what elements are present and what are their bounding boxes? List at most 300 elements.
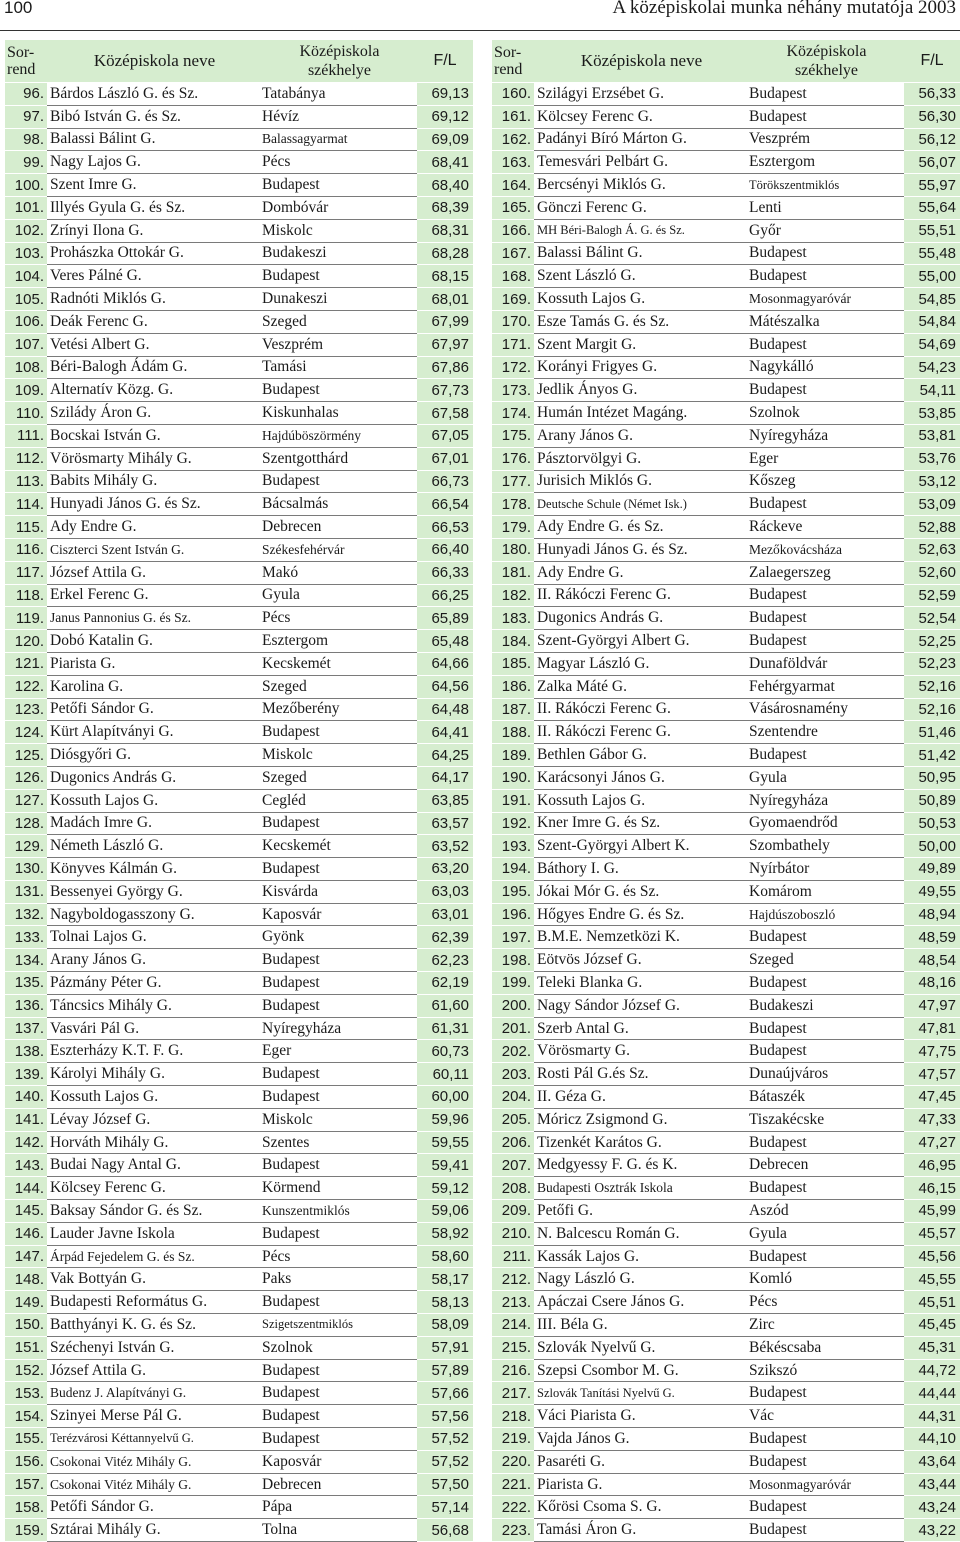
table-row [492, 174, 960, 197]
table-row [5, 949, 473, 972]
school-city-cell: Budapest [749, 744, 904, 767]
school-name-cell: Bethlen Gábor G. [534, 744, 749, 767]
rank-cell: 173. [492, 379, 534, 402]
rank-cell: 220. [492, 1450, 534, 1473]
rank-cell: 178. [492, 493, 534, 516]
ratio-cell: 50,89 [904, 789, 960, 812]
table-row [5, 1450, 473, 1473]
ratio-cell: 45,57 [904, 1222, 960, 1245]
rank-cell: 111. [5, 424, 47, 447]
school-name-cell: Deutsche Schule (Német Isk.) [534, 493, 749, 516]
school-name-cell: Korányi Frigyes G. [534, 356, 749, 379]
rank-cell: 179. [492, 516, 534, 539]
school-name-cell: Vasvári Pál G. [47, 1017, 262, 1040]
rank-cell: 209. [492, 1200, 534, 1223]
table-row [492, 538, 960, 561]
school-name-cell: Ady Endre G. és Sz. [534, 516, 749, 539]
school-city-cell: Hévíz [262, 105, 417, 128]
rank-cell: 116. [5, 538, 47, 561]
rank-cell: 203. [492, 1063, 534, 1086]
rank-cell: 110. [5, 402, 47, 425]
table-row [492, 402, 960, 425]
rank-cell: 121. [5, 652, 47, 675]
school-city-cell: Veszprém [262, 333, 417, 356]
rank-cell: 165. [492, 196, 534, 219]
school-city-cell: Budapest [262, 812, 417, 835]
table-row [492, 1177, 960, 1200]
table-row [5, 1086, 473, 1109]
school-city-cell: Budapest [749, 265, 904, 288]
ratio-cell: 54,84 [904, 310, 960, 333]
ratio-cell: 53,76 [904, 447, 960, 470]
rank-cell: 113. [5, 470, 47, 493]
ratio-cell: 63,57 [417, 812, 473, 835]
rank-cell: 153. [5, 1382, 47, 1405]
table-header-row [5, 40, 473, 83]
rank-cell: 205. [492, 1108, 534, 1131]
school-city-cell: Budapest [749, 333, 904, 356]
table-row [492, 288, 960, 311]
ratio-cell: 56,33 [904, 83, 960, 106]
school-city-cell: Nyíregyháza [262, 1017, 417, 1040]
ratio-cell: 68,01 [417, 288, 473, 311]
rank-cell: 187. [492, 698, 534, 721]
rank-cell: 207. [492, 1154, 534, 1177]
table-row [5, 1245, 473, 1268]
school-name-cell: Teleki Blanka G. [534, 972, 749, 995]
school-name-cell: Temesvári Pelbárt G. [534, 151, 749, 174]
table-row [492, 1268, 960, 1291]
rank-cell: 149. [5, 1291, 47, 1314]
ratio-cell: 57,52 [417, 1428, 473, 1451]
table-row [5, 196, 473, 219]
rank-cell: 200. [492, 994, 534, 1017]
ratio-cell: 68,28 [417, 242, 473, 265]
table-row [5, 698, 473, 721]
table-row [5, 310, 473, 333]
table-row [492, 835, 960, 858]
ratio-cell: 43,22 [904, 1519, 960, 1542]
school-city-cell: Debrecen [262, 1473, 417, 1496]
ratio-cell: 60,11 [417, 1063, 473, 1086]
school-name-cell: Szilády Áron G. [47, 402, 262, 425]
school-city-cell: Budapest [262, 1291, 417, 1314]
school-city-cell: Nagykálló [749, 356, 904, 379]
rank-cell: 219. [492, 1428, 534, 1451]
table-row [492, 561, 960, 584]
school-name-cell: Tizenkét Karátos G. [534, 1131, 749, 1154]
table-row [492, 105, 960, 128]
rank-cell: 162. [492, 128, 534, 151]
school-city-cell: Eger [749, 447, 904, 470]
school-name-cell: Németh László G. [47, 835, 262, 858]
school-city-cell: Gyula [262, 584, 417, 607]
school-city-cell: Kőszeg [749, 470, 904, 493]
rank-cell: 144. [5, 1177, 47, 1200]
table-row [492, 1154, 960, 1177]
rank-cell: 204. [492, 1086, 534, 1109]
school-city-cell: Budapest [262, 858, 417, 881]
table-row [492, 493, 960, 516]
rank-cell: 156. [5, 1450, 47, 1473]
rank-cell: 188. [492, 721, 534, 744]
rank-cell: 151. [5, 1336, 47, 1359]
school-name-cell: Jókai Mór G. és Sz. [534, 880, 749, 903]
table-row [492, 607, 960, 630]
ratio-cell: 67,73 [417, 379, 473, 402]
school-name-cell: Pásztorvölgyi G. [534, 447, 749, 470]
table-row [492, 128, 960, 151]
ratio-cell: 62,23 [417, 949, 473, 972]
school-city-cell: Miskolc [262, 744, 417, 767]
school-city-cell: Budapest [262, 379, 417, 402]
school-city-cell: Szentes [262, 1131, 417, 1154]
table-row [5, 105, 473, 128]
rank-cell: 120. [5, 630, 47, 653]
school-name-cell: Hunyadi János G. és Sz. [47, 493, 262, 516]
ratio-cell: 47,75 [904, 1040, 960, 1063]
rank-cell: 105. [5, 288, 47, 311]
school-city-cell: Veszprém [749, 128, 904, 151]
table-row [492, 766, 960, 789]
school-name-cell: Alternatív Közg. G. [47, 379, 262, 402]
ratio-cell: 58,92 [417, 1222, 473, 1245]
ratio-cell: 48,59 [904, 926, 960, 949]
ratio-cell: 44,10 [904, 1428, 960, 1451]
rank-cell: 213. [492, 1291, 534, 1314]
table-row [492, 1473, 960, 1496]
school-name-cell: Kossuth Lajos G. [47, 789, 262, 812]
school-name-cell: Pasaréti G. [534, 1450, 749, 1473]
table-row [492, 265, 960, 288]
rank-cell: 167. [492, 242, 534, 265]
rank-cell: 197. [492, 926, 534, 949]
ratio-cell: 67,01 [417, 447, 473, 470]
school-name-cell: Budapesti Osztrák Iskola [534, 1177, 749, 1200]
rank-cell: 134. [5, 949, 47, 972]
school-name-cell: Bocskai István G. [47, 424, 262, 447]
school-city-cell: Budapest [262, 949, 417, 972]
ratio-cell: 55,64 [904, 196, 960, 219]
school-city-cell: Mezőberény [262, 698, 417, 721]
table-row [5, 288, 473, 311]
school-name-cell: II. Rákóczi Ferenc G. [534, 584, 749, 607]
table-row [5, 356, 473, 379]
school-city-cell: Hajdúböszörmény [262, 424, 417, 447]
ratio-column-header: F/L [417, 40, 473, 83]
school-city-cell: Nyíregyháza [749, 424, 904, 447]
school-name-cell: Szinyei Merse Pál G. [47, 1405, 262, 1428]
table-row [492, 675, 960, 698]
table-row [5, 1222, 473, 1245]
school-city-cell: Törökszentmiklós [749, 174, 904, 197]
rank-cell: 160. [492, 83, 534, 106]
school-city-cell: Szombathely [749, 835, 904, 858]
school-city-cell: Dunaújváros [749, 1063, 904, 1086]
table-row [492, 1359, 960, 1382]
rank-cell: 169. [492, 288, 534, 311]
rank-cell: 168. [492, 265, 534, 288]
school-name-cell: Piarista G. [534, 1473, 749, 1496]
school-name-cell: N. Balcescu Román G. [534, 1222, 749, 1245]
rank-cell: 154. [5, 1405, 47, 1428]
school-city-cell: Budapest [749, 105, 904, 128]
school-city-cell: Budakeszi [749, 994, 904, 1017]
table-row [492, 379, 960, 402]
rank-cell: 129. [5, 835, 47, 858]
ratio-cell: 52,16 [904, 698, 960, 721]
table-row [5, 880, 473, 903]
rank-cell: 152. [5, 1359, 47, 1382]
ratio-cell: 46,95 [904, 1154, 960, 1177]
rank-cell: 190. [492, 766, 534, 789]
table-header-row [492, 40, 960, 83]
rank-cell: 98. [5, 128, 47, 151]
ratio-cell: 45,55 [904, 1268, 960, 1291]
ratio-cell: 64,66 [417, 652, 473, 675]
school-name-cell: II. Rákóczi Ferenc G. [534, 721, 749, 744]
school-city-cell: Budapest [262, 994, 417, 1017]
school-city-cell: Szolnok [262, 1336, 417, 1359]
rank-cell: 122. [5, 675, 47, 698]
school-city-cell: Bácsalmás [262, 493, 417, 516]
ratio-cell: 53,81 [904, 424, 960, 447]
table-row [5, 447, 473, 470]
rank-cell: 223. [492, 1519, 534, 1542]
rank-cell: 166. [492, 219, 534, 242]
school-name-cell: Kürt Alapítványi G. [47, 721, 262, 744]
school-city-cell: Vásárosnamény [749, 698, 904, 721]
table-row [5, 1177, 473, 1200]
table-row [5, 1428, 473, 1451]
school-name-cell: Dobó Katalin G. [47, 630, 262, 653]
school-city-cell: Dunakeszi [262, 288, 417, 311]
ratio-cell: 59,41 [417, 1154, 473, 1177]
table-row [5, 721, 473, 744]
rank-cell: 221. [492, 1473, 534, 1496]
table-row [5, 1040, 473, 1063]
school-name-cell: Kossuth Lajos G. [47, 1086, 262, 1109]
school-city-cell: Kisvárda [262, 880, 417, 903]
school-name-cell: Vetési Albert G. [47, 333, 262, 356]
ratio-cell: 65,89 [417, 607, 473, 630]
school-city-cell: Budapest [749, 1131, 904, 1154]
school-city-cell: Szeged [262, 675, 417, 698]
table-row [492, 584, 960, 607]
rank-cell: 118. [5, 584, 47, 607]
ratio-cell: 69,13 [417, 83, 473, 106]
rank-cell: 214. [492, 1314, 534, 1337]
table-row [5, 1131, 473, 1154]
school-name-cell: Balassi Bálint G. [47, 128, 262, 151]
school-name-cell: Bercsényi Miklós G. [534, 174, 749, 197]
table-row [5, 470, 473, 493]
rank-cell: 138. [5, 1040, 47, 1063]
rank-cell: 136. [5, 994, 47, 1017]
rank-cell: 180. [492, 538, 534, 561]
ratio-cell: 44,44 [904, 1382, 960, 1405]
school-city-cell: Budapest [262, 1063, 417, 1086]
table-row [5, 493, 473, 516]
rank-cell: 103. [5, 242, 47, 265]
school-city-cell: Szolnok [749, 402, 904, 425]
school-name-cell: Petőfi Sándor G. [47, 1496, 262, 1519]
table-row [492, 1291, 960, 1314]
ratio-cell: 58,60 [417, 1245, 473, 1268]
table-row [492, 1382, 960, 1405]
school-name-cell: II. Géza G. [534, 1086, 749, 1109]
school-city-cell: Pécs [262, 1245, 417, 1268]
school-city-cell: Szentendre [749, 721, 904, 744]
table-row [492, 1450, 960, 1473]
school-city-cell: Debrecen [262, 516, 417, 539]
rank-cell: 184. [492, 630, 534, 653]
school-name-cell: Lévay József G. [47, 1108, 262, 1131]
school-city-cell: Paks [262, 1268, 417, 1291]
table-row [5, 1382, 473, 1405]
table-row [5, 972, 473, 995]
table-row [5, 1154, 473, 1177]
school-city-cell: Budapest [262, 972, 417, 995]
table-row [492, 1040, 960, 1063]
ratio-cell: 64,41 [417, 721, 473, 744]
school-name-cell: Lauder Javne Iskola [47, 1222, 262, 1245]
school-name-cell: Illyés Gyula G. és Sz. [47, 196, 262, 219]
school-city-cell: Pécs [262, 151, 417, 174]
school-city-cell: Körmend [262, 1177, 417, 1200]
ratio-cell: 67,97 [417, 333, 473, 356]
rank-cell: 127. [5, 789, 47, 812]
table-row [492, 447, 960, 470]
school-name-cell: Szlovák Nyelvű G. [534, 1336, 749, 1359]
school-city-cell: Budapest [749, 1496, 904, 1519]
ratio-cell: 45,56 [904, 1245, 960, 1268]
school-city-cell: Budapest [749, 1040, 904, 1063]
ratio-cell: 58,17 [417, 1268, 473, 1291]
table-row [5, 1496, 473, 1519]
school-city-cell: Budapest [262, 1359, 417, 1382]
school-city-cell: Kunszentmiklós [262, 1200, 417, 1223]
ratio-column-header: F/L [904, 40, 960, 83]
table-row [5, 151, 473, 174]
table-row [492, 1131, 960, 1154]
ratio-cell: 43,64 [904, 1450, 960, 1473]
school-name-cell: Deák Ferenc G. [47, 310, 262, 333]
ratio-cell: 65,48 [417, 630, 473, 653]
school-city-cell: Budapest [749, 1245, 904, 1268]
school-city-cell: Győr [749, 219, 904, 242]
school-name-cell: B.M.E. Nemzetközi K. [534, 926, 749, 949]
school-city-column-header: Középiskola székhelye [749, 40, 904, 83]
school-city-cell: Szikszó [749, 1359, 904, 1382]
school-city-cell: Makó [262, 561, 417, 584]
ratio-cell: 68,40 [417, 174, 473, 197]
ratio-cell: 43,44 [904, 1473, 960, 1496]
school-name-column-header: Középiskola neve [534, 40, 749, 83]
school-name-cell: Eszterházy K.T. F. G. [47, 1040, 262, 1063]
ratio-cell: 67,58 [417, 402, 473, 425]
school-city-cell: Tiszakécske [749, 1108, 904, 1131]
table-row [492, 1200, 960, 1223]
ratio-cell: 58,09 [417, 1314, 473, 1337]
rank-cell: 198. [492, 949, 534, 972]
school-name-cell: József Attila G. [47, 1359, 262, 1382]
rank-cell: 164. [492, 174, 534, 197]
table-row [492, 1496, 960, 1519]
ratio-cell: 64,25 [417, 744, 473, 767]
school-city-cell: Szeged [749, 949, 904, 972]
school-city-cell: Debrecen [749, 1154, 904, 1177]
ratio-cell: 46,15 [904, 1177, 960, 1200]
ratio-cell: 52,23 [904, 652, 960, 675]
ratio-cell: 52,16 [904, 675, 960, 698]
school-name-cell: Karácsonyi János G. [534, 766, 749, 789]
school-city-cell: Budapest [749, 1428, 904, 1451]
table-row [492, 356, 960, 379]
school-city-cell: Budapest [262, 1428, 417, 1451]
school-name-cell: Szent Margit G. [534, 333, 749, 356]
ratio-cell: 53,12 [904, 470, 960, 493]
rank-cell: 101. [5, 196, 47, 219]
table-row [492, 721, 960, 744]
school-city-cell: Esztergom [262, 630, 417, 653]
table-row [492, 698, 960, 721]
table-row [5, 538, 473, 561]
rank-cell: 194. [492, 858, 534, 881]
school-city-cell: Budapest [262, 1154, 417, 1177]
table-row [5, 994, 473, 1017]
rank-cell: 215. [492, 1336, 534, 1359]
school-name-cell: Nagy Lajos G. [47, 151, 262, 174]
table-row [492, 219, 960, 242]
rank-cell: 172. [492, 356, 534, 379]
rank-cell: 186. [492, 675, 534, 698]
ratio-cell: 61,60 [417, 994, 473, 1017]
school-city-cell: Bátaszék [749, 1086, 904, 1109]
ratio-cell: 47,81 [904, 1017, 960, 1040]
school-name-cell: Petőfi G. [534, 1200, 749, 1223]
school-name-cell: Erkel Ferenc G. [47, 584, 262, 607]
school-city-cell: Budakeszi [262, 242, 417, 265]
school-name-cell: Madách Imre G. [47, 812, 262, 835]
table-row [492, 333, 960, 356]
table-row [492, 242, 960, 265]
school-name-cell: Kossuth Lajos G. [534, 789, 749, 812]
school-name-cell: Kassák Lajos G. [534, 1245, 749, 1268]
ratio-cell: 61,31 [417, 1017, 473, 1040]
school-city-cell: Budapest [749, 607, 904, 630]
school-name-cell: Radnóti Miklós G. [47, 288, 262, 311]
school-name-cell: II. Rákóczi Ferenc G. [534, 698, 749, 721]
rank-cell: 163. [492, 151, 534, 174]
ratio-cell: 50,95 [904, 766, 960, 789]
ratio-cell: 68,39 [417, 196, 473, 219]
rank-cell: 201. [492, 1017, 534, 1040]
rank-cell: 148. [5, 1268, 47, 1291]
table-row [492, 1222, 960, 1245]
school-city-cell: Békéscsaba [749, 1336, 904, 1359]
ratio-cell: 63,03 [417, 880, 473, 903]
ratio-cell: 51,46 [904, 721, 960, 744]
ratio-cell: 48,54 [904, 949, 960, 972]
rank-cell: 125. [5, 744, 47, 767]
school-name-cell: Dugonics András G. [47, 766, 262, 789]
ratio-cell: 68,41 [417, 151, 473, 174]
table-row [492, 926, 960, 949]
rank-cell: 208. [492, 1177, 534, 1200]
school-city-cell: Kiskunhalas [262, 402, 417, 425]
table-row [5, 128, 473, 151]
